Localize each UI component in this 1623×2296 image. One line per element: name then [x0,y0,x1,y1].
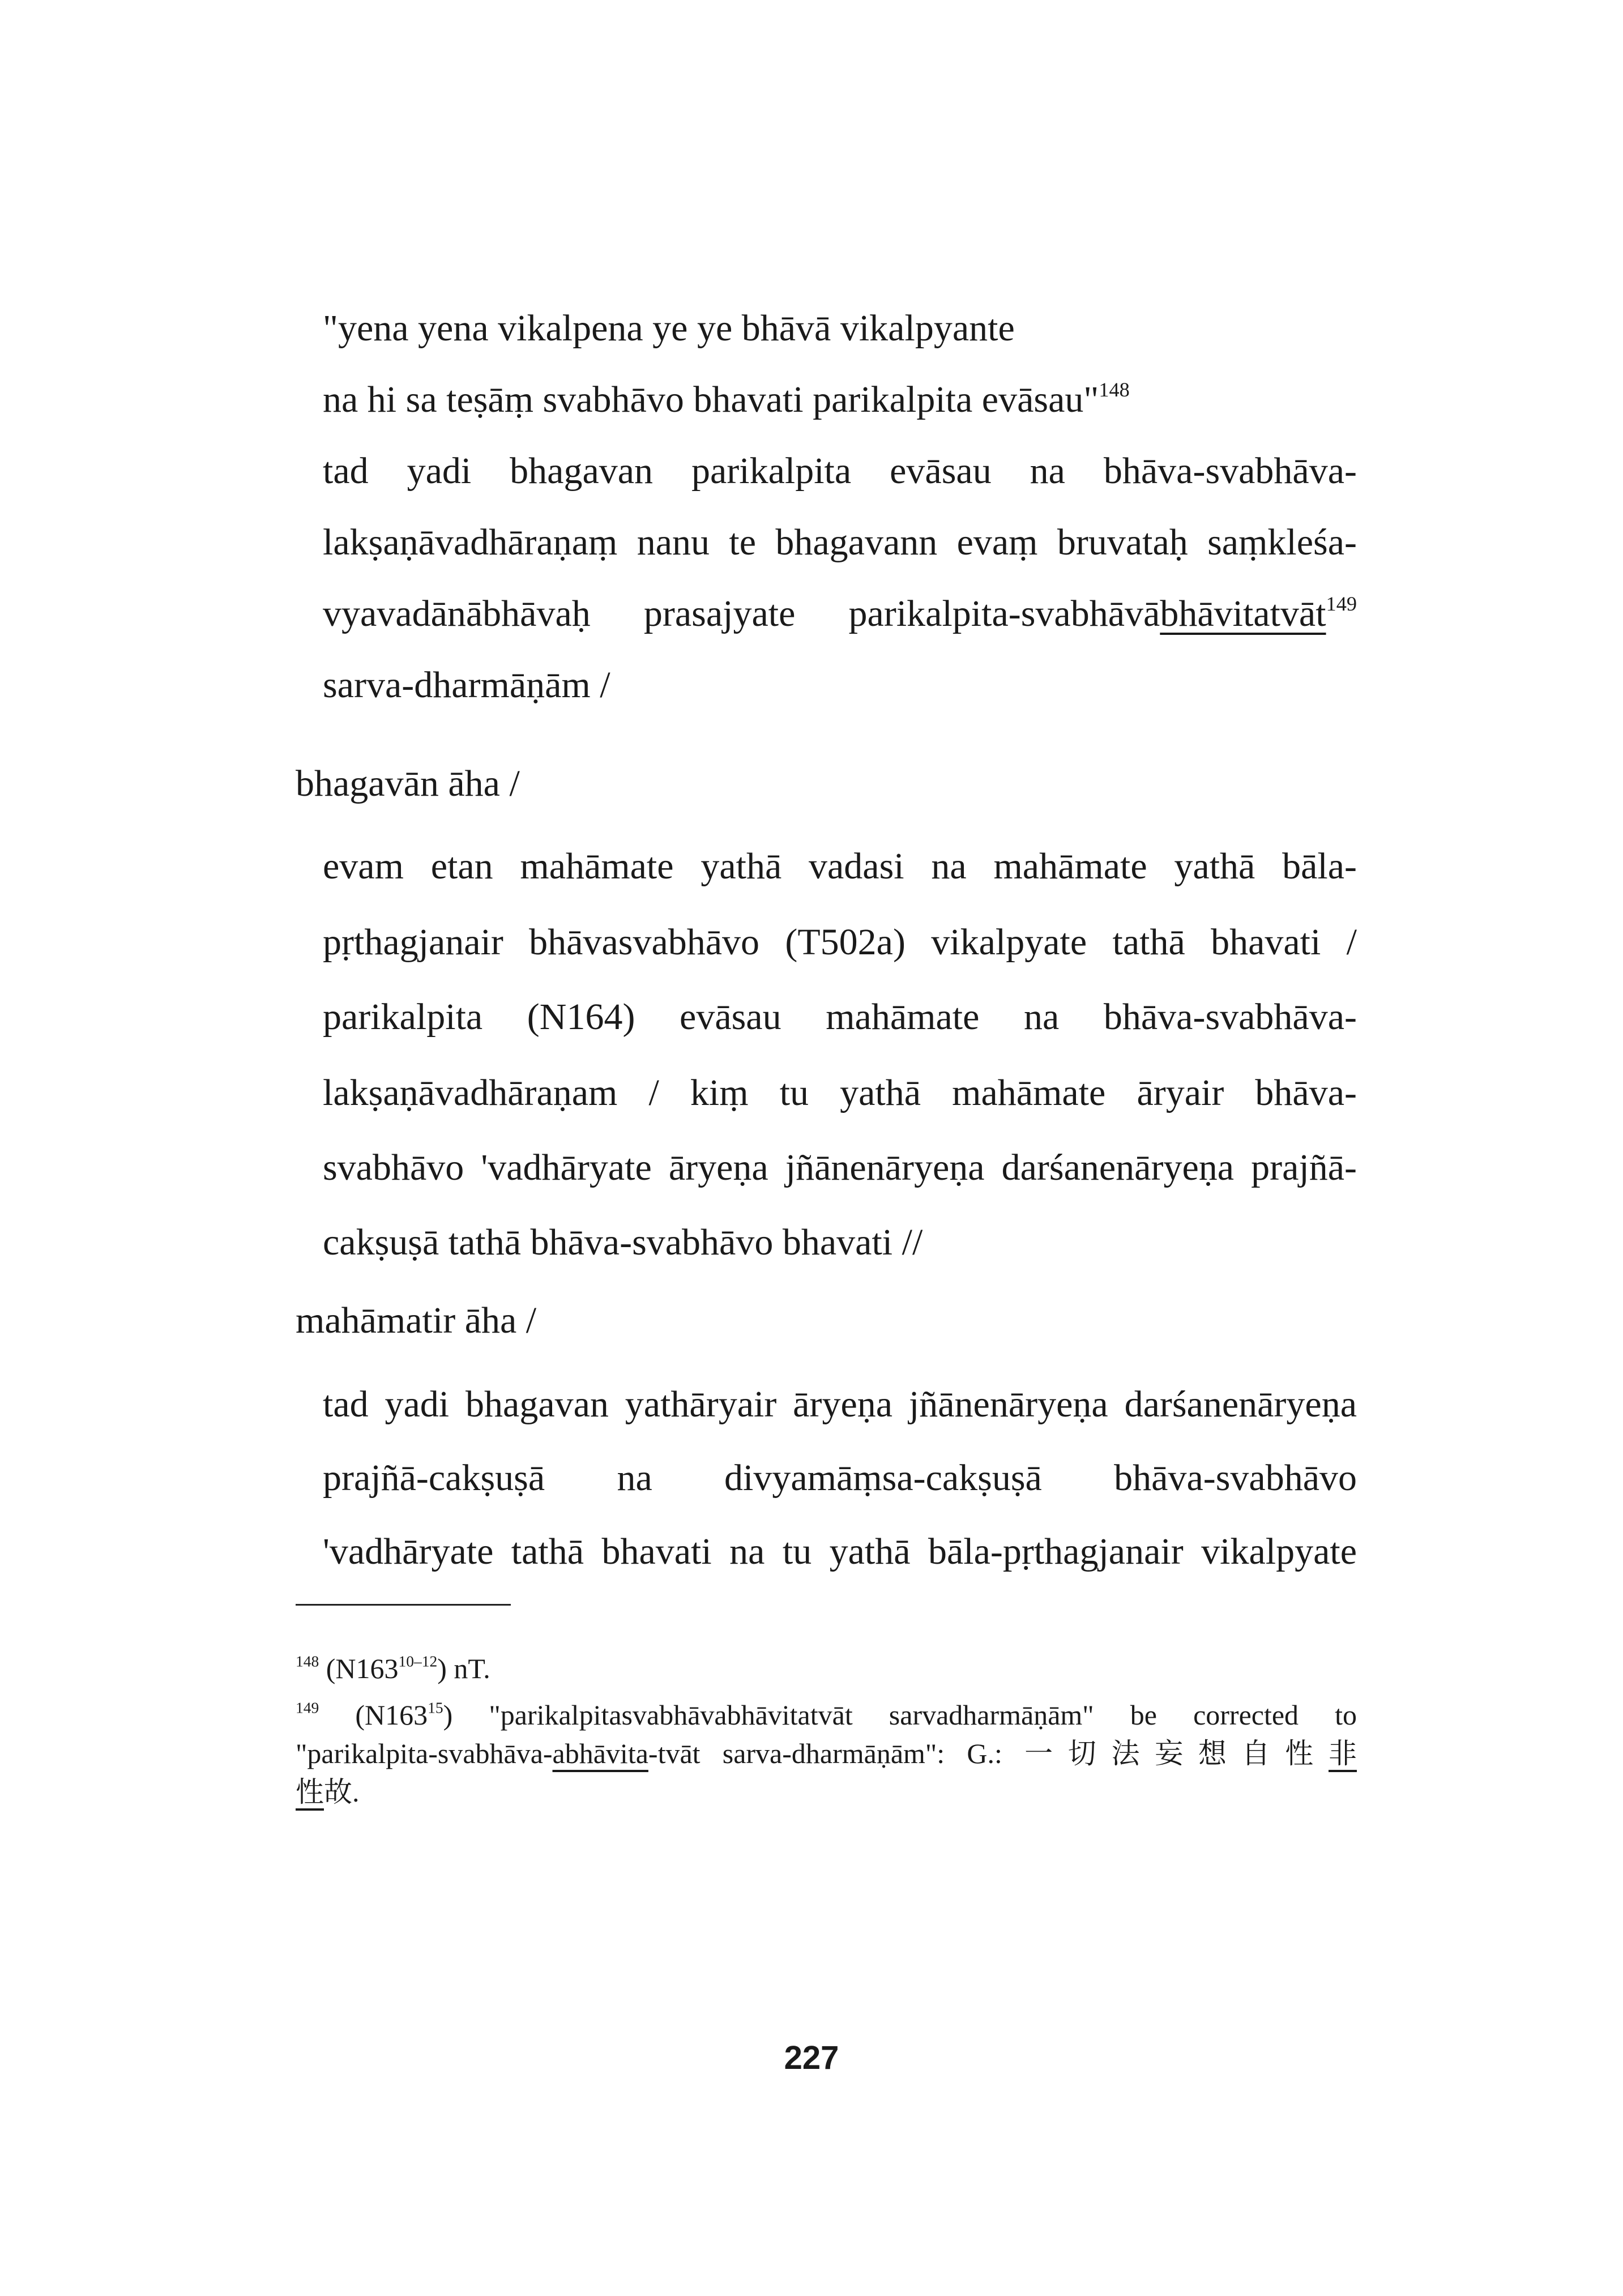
footnote-149-line-2: "parikalpita-svabhāva-abhāvita-tvāt sarva-dharmāṇām": G.: 一切法妄想自性非 [296,1738,1357,1769]
body-line-12: cakṣuṣā tathā bhāva-svabhāvo bhavati // [323,1222,923,1263]
footnote-148: $^{148}$ (N163$^{10-12}$) nT. [296,1652,490,1684]
body-line-3: tad yadi bhagavan parikalpita evāsau na bhāva-svabhāva- [323,450,1357,492]
speaker-heading-mahamati: mahāmatir āha / [296,1300,537,1341]
body-line-10: lakṣaṇāvadhāraṇam / kiṃ tu yathā mahāmate āryair bhāva- [323,1072,1357,1113]
page-number: 227 [784,2039,839,2076]
body-line-7: evam etan mahāmate yathā vadasi na mahāmate yathā bāla- [323,846,1357,887]
body-line-14: prajñā-cakṣuṣā na divyamāṃsa-cakṣuṣā bhāva-svabhāvo [323,1457,1357,1499]
body-line-11: svabhāvo 'vadhāryate āryeṇa jñānenāryeṇa darśanenāryeṇa prajñā- [323,1147,1357,1188]
footnote-149-line-3: 性故. [296,1776,360,1808]
body-line-4: lakṣaṇāvadhāraṇaṃ nanu te bhagavann evaṃ bruvataḥ saṃkleśa- [323,522,1357,563]
body-line-8: pṛthagjanair bhāvasvabhāvo (T502a) vikalpyate tathā bhavati / [323,921,1357,963]
body-line-5: vyavadānābhāvaḥ prasajyate parikalpita-svabhāvābhāvitatvāt$^{149}$ [323,592,1357,634]
body-line-13: tad yadi bhagavan yathāryair āryeṇa jñānenāryeṇa darśanenāryeṇa [323,1384,1357,1425]
body-line-15: 'vadhāryate tathā bhavati na tu yathā bāla-pṛthagjanair vikalpyate [323,1531,1357,1572]
footnote-ref-149: 149 [1326,592,1357,615]
body-line-9: parikalpita (N164) evāsau mahāmate na bhāva-svabhāva- [323,996,1357,1038]
footnote-separator [296,1604,511,1606]
speaker-heading-bhagavan: bhagavān āha / [296,763,520,804]
footnote-149-line-1: $^{149}$ $(N163^{15})$ "parikalpitasvabhāvabhāvitatvāt sarvadharmāṇām" be corrected to [296,1698,1357,1731]
verse-line-1: "yena yena vikalpena ye ye bhāvā vikalpyante [323,308,1015,349]
footnote-ref-148: 148 [1099,378,1130,401]
body-line-6: sarva-dharmāṇām / [323,664,610,706]
verse-line-2: na hi sa teṣāṃ svabhāvo bhavati parikalpita evāsau"$^{148}$ [323,378,1130,420]
underlined-term: bhāvitatvāt [1160,593,1326,634]
